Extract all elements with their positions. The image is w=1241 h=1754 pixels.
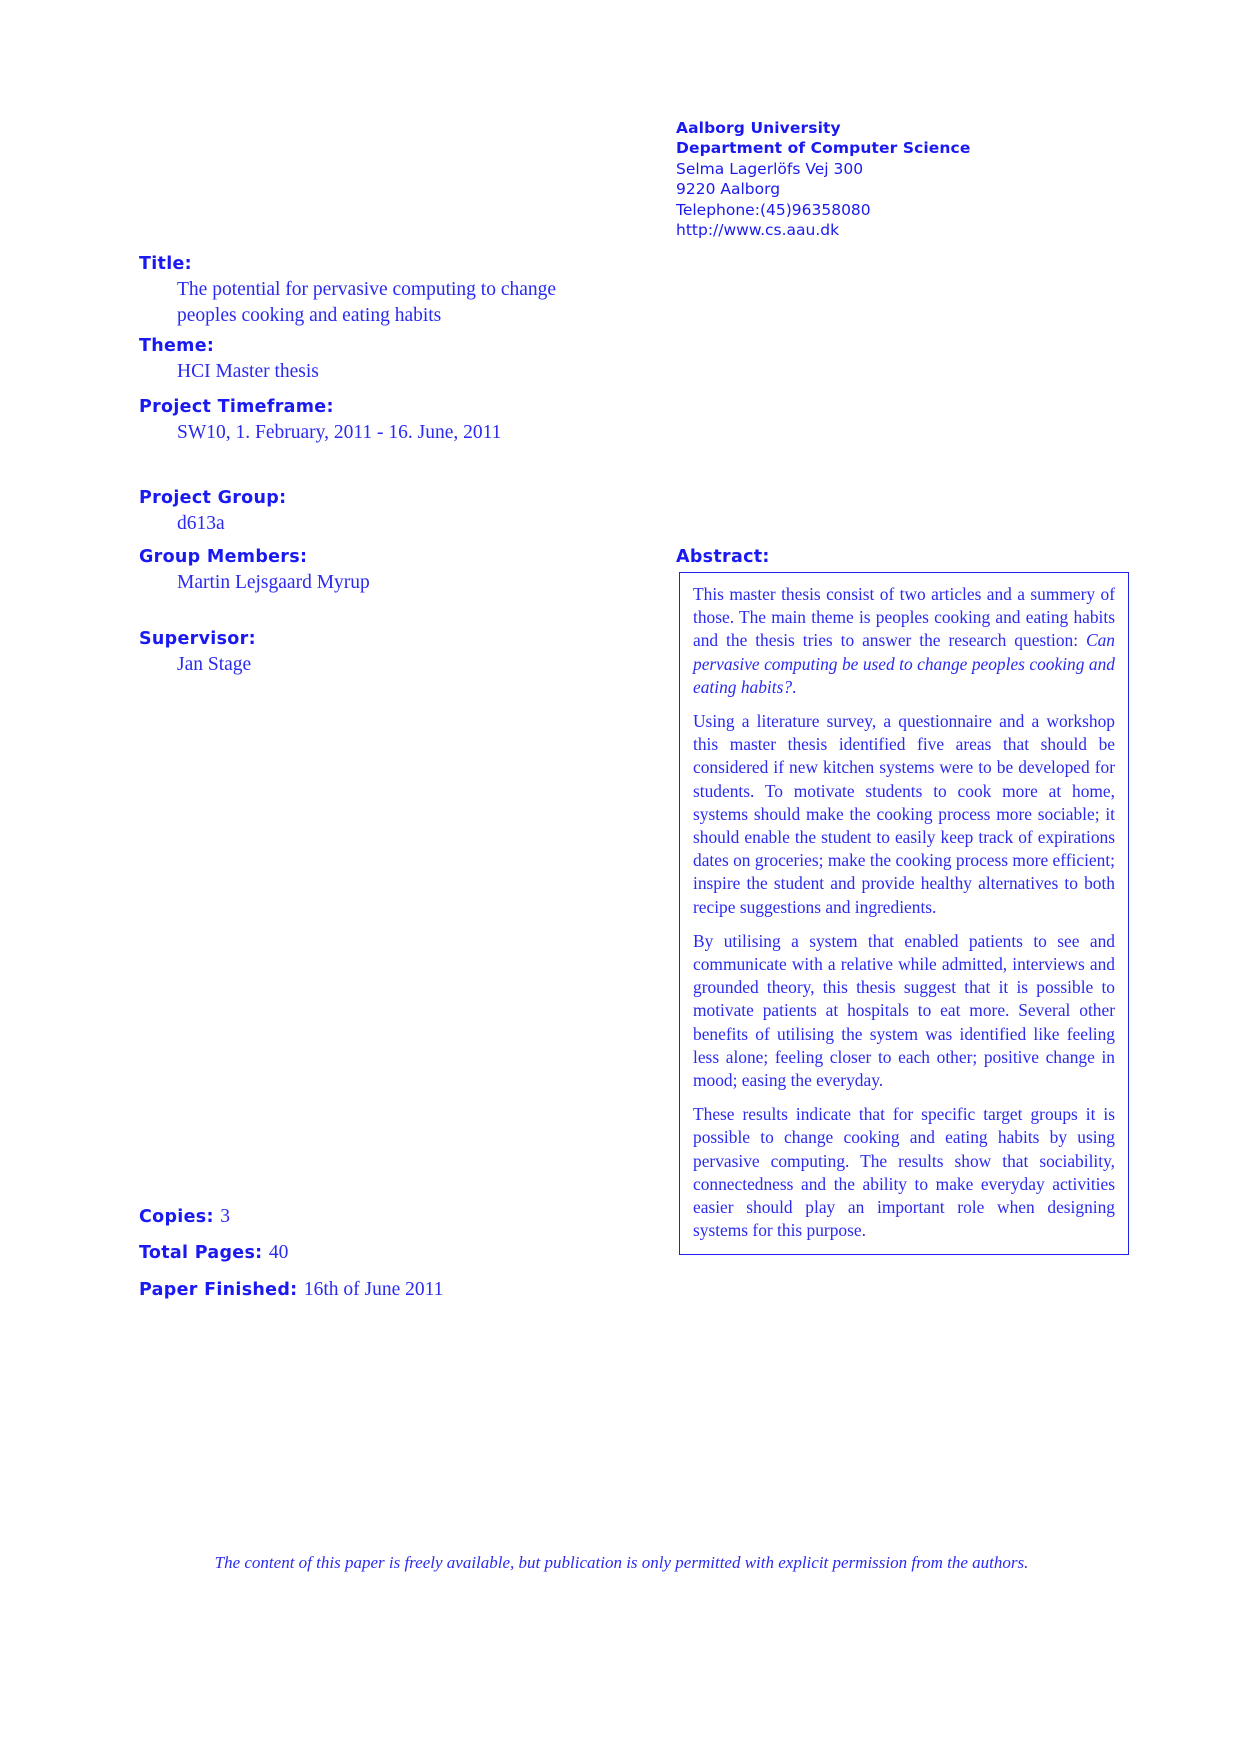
field-paper-finished bbox=[139, 1279, 443, 1301]
abstract-label: Abstract: bbox=[676, 547, 770, 567]
project-group-value: d613a bbox=[177, 513, 225, 534]
institution-telephone: Telephone:(45)96358080 bbox=[676, 200, 871, 219]
institution-street: Selma Lagerlöfs Vej 300 bbox=[676, 159, 864, 178]
abstract-paragraph-3: By utilising a system that enabled patients to see and communicate with a relative while admitted, interviews and grounded theory, this thesis suggest that it is possible to motivate patients at hospitals to eat more. Several other benefits of utilising the system was identified like feeling less alone; feeling closer to each other; positive change in mood; easing the everyday. bbox=[693, 930, 1115, 1091]
field-project-group bbox=[139, 487, 699, 537]
group-members-label: Group Members: bbox=[139, 547, 308, 567]
institution-postal-city: 9220 Aalborg bbox=[676, 180, 781, 199]
institution-header bbox=[676, 118, 1096, 240]
group-members-value: Martin Lejsgaard Myrup bbox=[177, 572, 370, 593]
abstract-paragraph-2: Using a literature survey, a questionnaire and a workshop this master thesis identified five areas that should be considered if new kitchen systems were to be developed for students. To motivate students to cook more at home, systems should make the cooking process more sociable; it should enable the student to easily keep track of expirations dates on groceries; make the cooking process more efficient; inspire the student and provide healthy alternatives to both recipe suggestions and ingredients. bbox=[693, 711, 1115, 917]
field-group-members bbox=[139, 546, 699, 596]
abstract-p1-text: This master thesis consist of two articles and a summery of those. The main theme is peoples cooking and eating habits and the thesis tries to answer the research question: bbox=[693, 584, 1115, 651]
title-label: Title: bbox=[139, 254, 192, 274]
field-supervisor bbox=[139, 628, 699, 678]
project-group-label: Project Group: bbox=[139, 488, 287, 508]
project-timeframe-value: SW10, 1. February, 2011 - 16. June, 2011 bbox=[177, 422, 502, 443]
research-question: Can pervasive computing be used to change peoples cooking and eating habits? bbox=[693, 630, 1115, 697]
abstract-paragraph-4: These results indicate that for specific target groups it is possible to change cooking and eating habits by using pervasive computing. The results show that sociability, connectedness and the ability to make everyday activities easier should play an important role when designing systems for this purpose. bbox=[693, 1104, 1115, 1241]
theme-value: HCI Master thesis bbox=[177, 361, 319, 382]
institution-department: Department of Computer Science bbox=[676, 139, 971, 158]
theme-label: Theme: bbox=[139, 336, 215, 356]
copies-label: Copies: bbox=[139, 1207, 214, 1227]
field-title bbox=[139, 253, 699, 328]
footer-notice: The content of this paper is freely available, but publication is only permitted with explicit permission from the authors. bbox=[214, 1553, 1029, 1572]
institution-name: Aalborg University bbox=[676, 119, 841, 137]
supervisor-value: Jan Stage bbox=[177, 654, 252, 675]
field-project-timeframe bbox=[139, 396, 699, 446]
project-timeframe-label: Project Timeframe: bbox=[139, 397, 334, 417]
field-theme bbox=[139, 335, 699, 385]
total-pages-label: Total Pages: bbox=[139, 1243, 263, 1263]
abstract-paragraph-1 bbox=[693, 583, 1115, 699]
abstract-p1-end: . bbox=[792, 676, 797, 697]
copies-value: 3 bbox=[220, 1206, 230, 1227]
supervisor-label: Supervisor: bbox=[139, 629, 256, 649]
paper-finished-label: Paper Finished: bbox=[139, 1280, 298, 1300]
field-copies bbox=[139, 1206, 230, 1228]
field-total-pages bbox=[139, 1242, 288, 1264]
title-value: The potential for pervasive computing to change peoples cooking and eating habits bbox=[177, 279, 557, 326]
abstract-box bbox=[679, 572, 1129, 1255]
paper-finished-value: 16th of June 2011 bbox=[303, 1279, 444, 1300]
total-pages-value: 40 bbox=[268, 1242, 289, 1263]
institution-website: http://www.cs.aau.dk bbox=[676, 221, 840, 240]
